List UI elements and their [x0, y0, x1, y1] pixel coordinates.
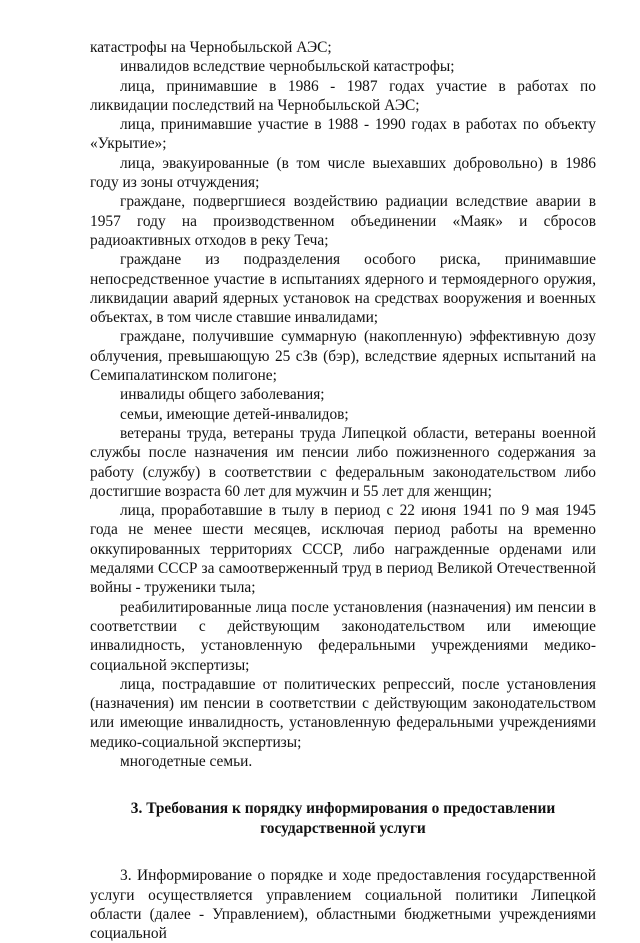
list-item: инвалиды общего заболевания; [120, 386, 325, 404]
list-item: граждане из подразделения особого риска, принимавшие непосредственное участие в испытаниях ядерного и термоядерного оружия, ликвидации аварий ядерных установок на средствах вооружения и военных объектах, в том числе ставшие инвалидами; [90, 251, 596, 327]
section-heading: 3. Требования к порядку информирования о предоставлении государственной услуги [130, 800, 556, 837]
list-item: лица, принимавшие в 1986 - 1987 годах участие в работах по ликвидации последствий на Чернобыльской АЭС; [90, 77, 596, 114]
document-page [90, 38, 596, 943]
section-paragraph: 3. Информирование о порядке и ходе предоставления государственной услуги осуществляется управлением социальной политики Липецкой области (далее - Управлением), областными бюджетными учреждениями социальной [90, 867, 596, 943]
list-item: лица, проработавшие в тылу в период с 22 июня 1941 по 9 мая 1945 года не менее шести месяцев, исключая период работы на временно оккупированных территориях СССР, либо награжденные орденами или медалями СССР за самоотверженный труд в период Великой Отечественной войны - труженики тыла; [90, 502, 596, 597]
list-item: реабилитированные лица после установления (назначения) им пенсии в соответствии с действующим законодательством или имеющие инвалидность, установленную федеральными учреждениями медико-социальной экспертизы; [90, 598, 596, 674]
list-item: граждане, получившие суммарную (накопленную) эффективную дозу облучения, превышающую 25 сЗв (бэр), вследствие ядерных испытаний на Семипалатинском полигоне; [90, 328, 596, 385]
list-item: семьи, имеющие детей-инвалидов; [120, 405, 349, 423]
list-item: лица, принимавшие участие в 1988 - 1990 годах в работах по объекту «Укрытие»; [90, 116, 596, 153]
list-item: граждане, подвергшиеся воздействию радиации вследствие аварии в 1957 году на производственном объединении «Маяк» и сбросов радиоактивных отходов в реку Теча; [90, 193, 596, 249]
list-item: лица, эвакуированные (в том числе выехавших добровольно) в 1986 году из зоны отчуждения; [90, 154, 596, 192]
list-item: ветераны труда, ветераны труда Липецкой области, ветераны военной службы после назначения им пенсии либо пожизненного содержания за работу (службу) в соответствии с федеральным законодательством либо достигшие возраста 60 лет для мужчин и 55 лет для женщин; [90, 424, 596, 500]
list-item: лица, пострадавшие от политических репрессий, после установления (назначения) им пенсии в соответствии с действующим законодательством или имеющие инвалидность, установленную федеральными учреждениями медико-социальной экспертизы; [90, 675, 596, 751]
list-item: многодетные семьи. [120, 752, 253, 770]
continuation-text: катастрофы на Чернобыльской АЭС; [90, 39, 332, 56]
list-item: инвалидов вследствие чернобыльской катастрофы; [120, 58, 455, 76]
